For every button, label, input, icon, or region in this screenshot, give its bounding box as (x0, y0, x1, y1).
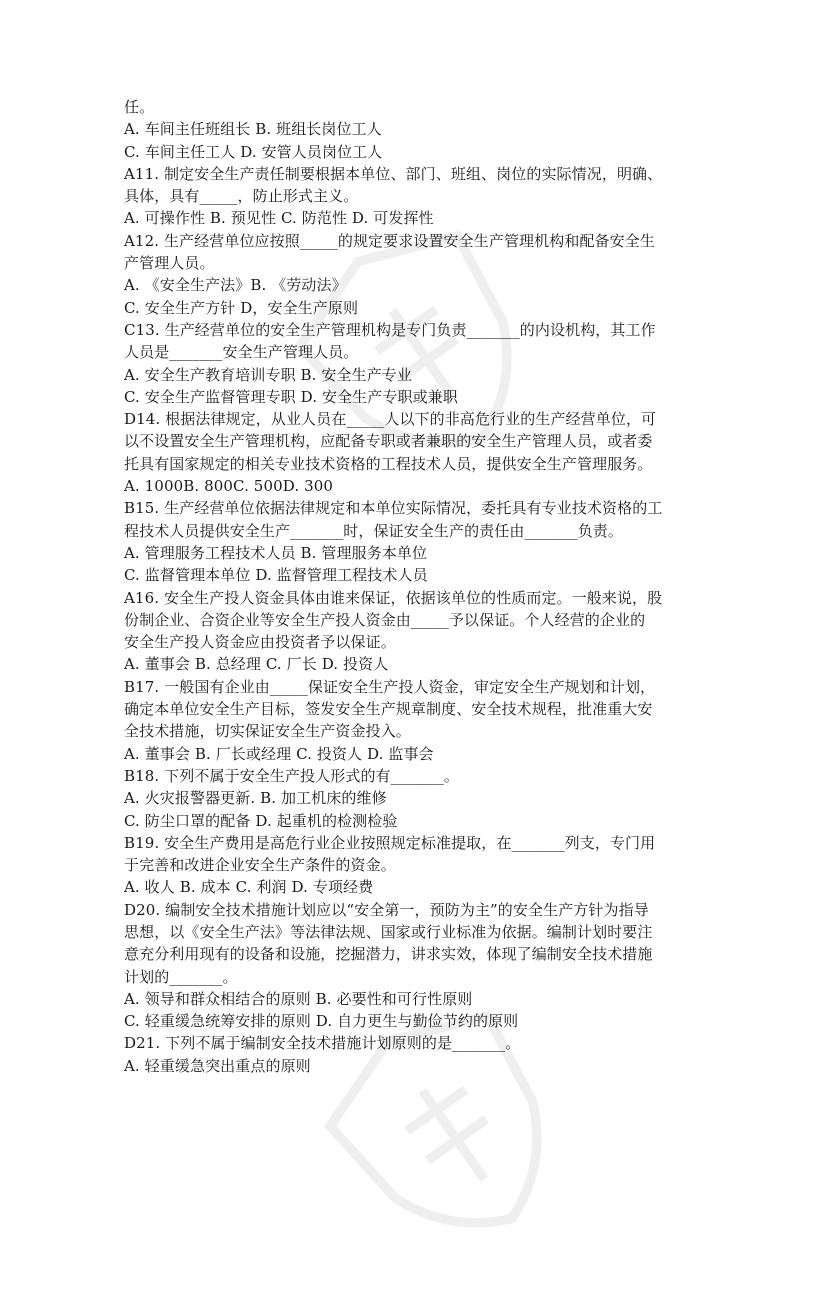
text-line: A. 轻重缓急突出重点的原则 (124, 1056, 311, 1075)
document-body (124, 96, 714, 1077)
text-line: C. 防尘口罩的配备 D. 起重机的检测检验 (124, 811, 398, 830)
text-line: A. 安全生产教育培训专职 B. 安全生产专业 (124, 365, 412, 384)
text-line: C. 安全生产监督管理专职 D. 安全生产专职或兼职 (124, 387, 458, 406)
text-line: A. 董事会 B. 总经理 C. 厂长 D. 投资人 (124, 655, 389, 674)
text-line: C13. 生产经营单位的安全生产管理机构是专门负责_______的内设机构，其工作 (124, 320, 656, 339)
text-line: D14. 根据法律规定，从业人员在_____人以下的非高危行业的生产经营单位，可 (124, 410, 657, 429)
text-line: 思想，以《安全生产法》等法律法规、国家或行业标准为依据。编制计划时要注 (124, 922, 653, 941)
text-line: 程技术人员提供安全生产_______时，保证安全生产的责任由_______负责。 (124, 521, 624, 540)
text-line: B18. 下列不属于安全生产投人形式的有_______。 (124, 766, 459, 785)
text-line: B17. 一般国有企业由_____保证安全生产投人资金，审定安全生产规划和计划， (124, 677, 656, 696)
text-line: 以不设置安全生产管理机构，应配备专职或者兼职的安全生产管理人员，或者委 (124, 432, 653, 451)
text-line: 人员是_______安全生产管理人员。 (124, 343, 359, 362)
text-line: D20. 编制安全技术措施计划应以“安全第一，预防为主”的安全生产方针为指导 (124, 900, 649, 919)
text-line: A. 管理服务工程技术人员 B. 管理服务本单位 (124, 543, 428, 562)
text-line: C. 安全生产方针 D，安全生产原则 (124, 298, 359, 317)
text-line: 托具有国家规定的相关专业技术资格的工程技术人员，提供安全生产管理服务。 (124, 454, 653, 473)
text-line: A. 可操作性 B. 预见性 C. 防范性 D. 可发挥性 (124, 209, 434, 228)
text-line: A. 领导和群众相结合的原则 B. 必要性和可行性原则 (124, 989, 473, 1008)
text-line: A. 收人 B. 成本 C. 利润 D. 专项经费 (124, 878, 374, 897)
text-line: A12. 生产经营单位应按照_____的规定要求设置安全生产管理机构和配备安全生 (124, 231, 655, 250)
text-line: B19. 安全生产费用是高危行业企业按照规定标准提取，在_______列支，专门用 (124, 833, 656, 852)
text-line: A16. 安全生产投人资金具体由谁来保证，依据该单位的性质而定。一般来说，股 (124, 588, 663, 607)
text-line: C. 车间主任工人 D. 安管人员岗位工人 (124, 142, 383, 161)
text-line: A. 《安全生产法》B. 《劳动法》 (124, 276, 347, 295)
text-line: 全技术措施，切实保证安全生产资金投入。 (124, 722, 411, 741)
text-line: C. 轻重缓急统筹安排的原则 D. 自力更生与勤俭节约的原则 (124, 1012, 519, 1031)
text-line: A. 车间主任班组长 B. 班组长岗位工人 (124, 120, 382, 139)
text-line: A. 火灾报警器更新. B. 加工机床的维修 (124, 789, 387, 808)
text-line: D21. 下列不属于编制安全技术措施计划原则的是_______。 (124, 1034, 521, 1053)
text-line: 安全生产投人资金应由投资者予以保证。 (124, 633, 396, 652)
text-line: 具体，具有_____，防止形式主义。 (124, 187, 359, 206)
text-line: A11. 制定安全生产责任制要根据本单位、部门、班组、岗位的实际情况，明确、 (124, 164, 663, 183)
text-line: 意充分利用现有的设备和设施，挖掘潜力，讲求实效，体现了编制安全技术措施 (124, 945, 653, 964)
text-line: 份制企业、合资企业等安全生产投人资金由_____予以保证。个人经营的企业的 (124, 610, 646, 629)
text-line: A. 董事会 B. 厂长或经理 C. 投资人 D. 监事会 (124, 744, 434, 763)
text-line: 计划的_______。 (124, 967, 238, 986)
text-line: 产管理人员。 (124, 254, 215, 273)
text-line: B15. 生产经营单位依据法律规定和本单位实际情况，委托具有专业技术资格的工 (124, 499, 663, 518)
text-line: A. 1000B. 800C. 500D. 300 (124, 477, 333, 496)
text-line: 任。 (124, 98, 155, 116)
text-line: C. 监督管理本单位 D. 监督管理工程技术人员 (124, 566, 428, 585)
text-line: 确定本单位安全生产目标，签发安全生产规章制度、安全技术规程，批准重大安 (124, 700, 653, 719)
text-line: 于完善和改进企业安全生产条件的资金。 (124, 856, 396, 875)
